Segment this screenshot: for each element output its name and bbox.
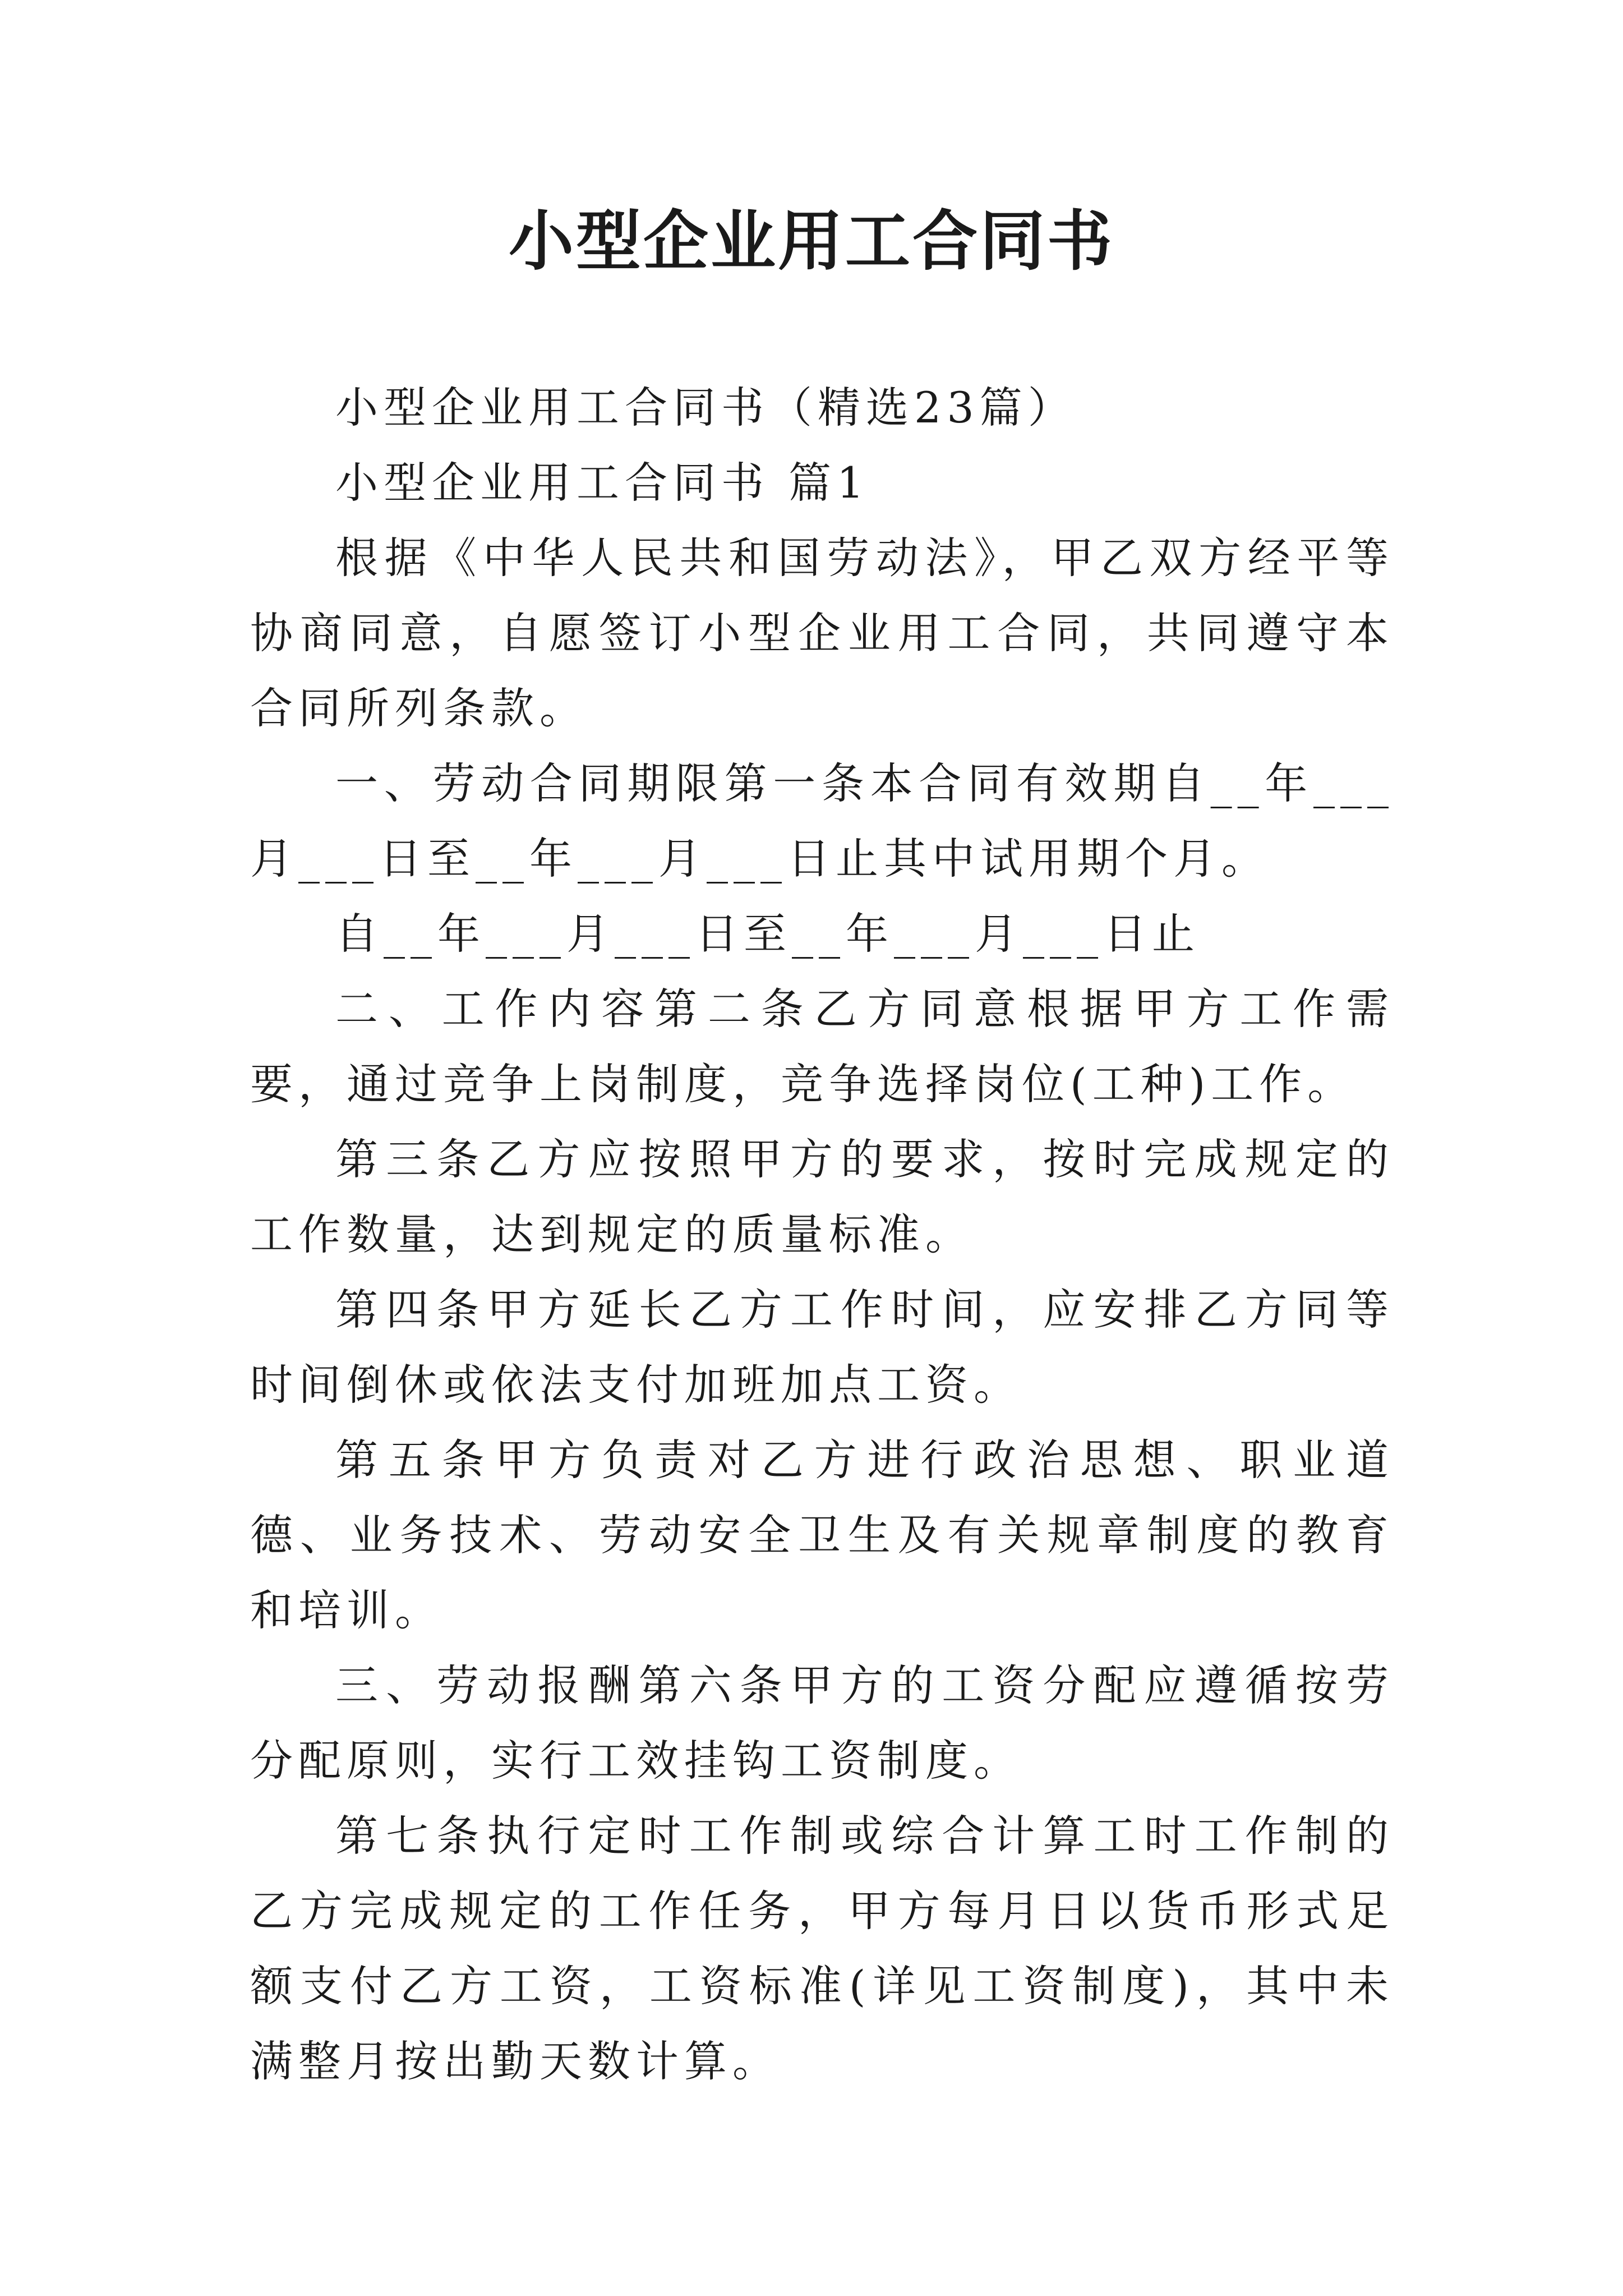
- paragraph: 自__年___月___日至__年___月___日止: [335, 909, 1200, 959]
- paragraph: 第四条甲方延长乙方工作时间，应安排乙方同等时间倒休或依法支付加班加点工资。: [250, 1285, 1394, 1410]
- paragraph-section-heading: 小型企业用工合同书 篇1: [335, 458, 870, 508]
- paragraph: 一、劳动合同期限第一条本合同有效期自__年___月___日至__年___月___日止其中试用期个月。: [250, 758, 1394, 884]
- document-title: 小型企业用工合同书: [509, 203, 1114, 279]
- paragraph: 三、劳动报酬第六条甲方的工资分配应遵循按劳分配原则，实行工效挂钩工资制度。: [250, 1660, 1394, 1786]
- paragraph-subtitle: 小型企业用工合同书（精选23篇）: [335, 383, 1076, 432]
- paragraph: 第五条甲方负责对乙方进行政治思想、职业道德、业务技术、劳动安全卫生及有关规章制度的教育和培训。: [250, 1435, 1394, 1635]
- paragraph: 根据《中华人民共和国劳动法》，甲乙双方经平等协商同意，自愿签订小型企业用工合同，共同遵守本合同所列条款。: [250, 533, 1394, 733]
- paragraph: 第三条乙方应按照甲方的要求，按时完成规定的工作数量，达到规定的质量标准。: [250, 1134, 1394, 1259]
- document-body: [250, 370, 1394, 2099]
- paragraph: 第七条执行定时工作制或综合计算工时工作制的乙方完成规定的工作任务，甲方每月日以货币形式足额支付乙方工资，工资标准(详见工资制度)，其中未满整月按出勤天数计算。: [250, 1811, 1394, 2086]
- paragraph: 二、工作内容第二条乙方同意根据甲方工作需要，通过竞争上岗制度，竞争选择岗位(工种)工作。: [250, 984, 1394, 1109]
